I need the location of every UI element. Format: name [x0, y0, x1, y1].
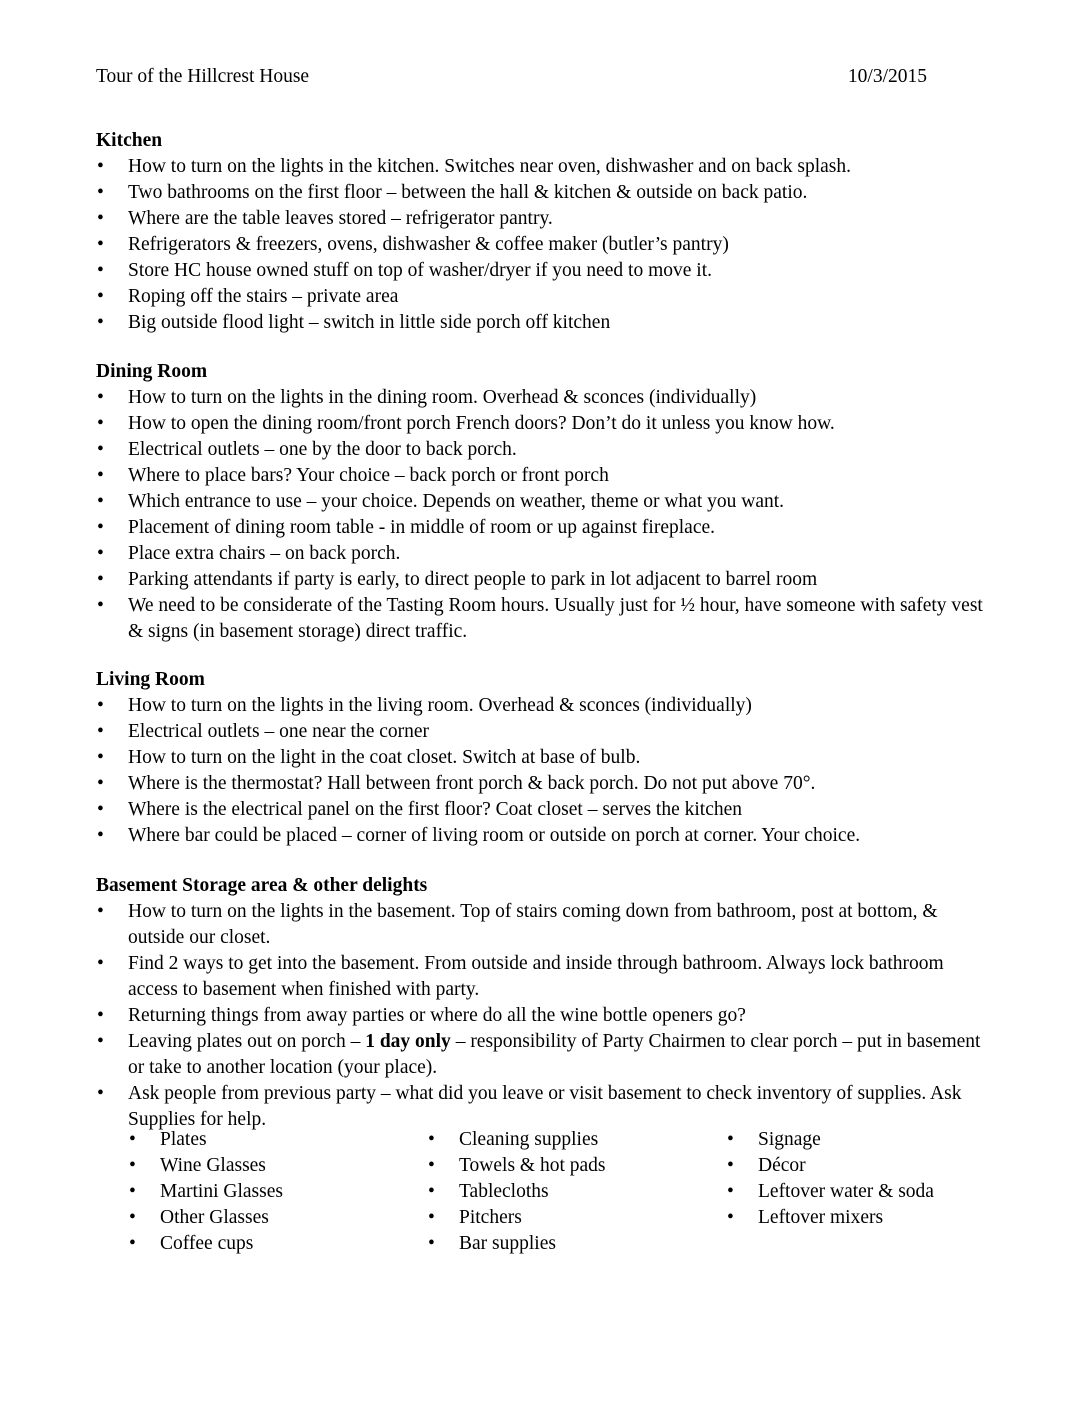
bullet-icon: • — [97, 491, 104, 512]
living-room-heading: Living Room — [96, 669, 205, 690]
list-item: • Where are the table leaves stored – refrigerator pantry. — [96, 206, 996, 232]
document-title: Tour of the Hillcrest House — [96, 66, 310, 87]
bullet-icon: • — [97, 208, 104, 229]
list-item: • Cleaning supplies — [427, 1127, 606, 1153]
basement-heading: Basement Storage area & other delights — [96, 875, 428, 896]
bullet-icon: • — [97, 465, 104, 486]
bullet-icon: • — [97, 1005, 104, 1026]
bullet-icon: • — [97, 413, 104, 434]
list-item: • Leftover water & soda — [726, 1179, 934, 1205]
bullet-icon: • — [97, 953, 104, 974]
supplies-column-3 — [726, 1127, 934, 1231]
bullet-icon: • — [97, 747, 104, 768]
list-item: • Signage — [726, 1127, 934, 1153]
dining-room-heading: Dining Room — [96, 361, 208, 382]
list-item: • Wine Glasses — [128, 1153, 283, 1179]
list-item: • Placement of dining room table - in middle of room or up against fireplace. — [96, 515, 996, 541]
bullet-icon: • — [428, 1207, 435, 1228]
bullet-icon: • — [727, 1129, 734, 1150]
bullet-icon: • — [129, 1129, 136, 1150]
list-item: • Big outside flood light – switch in little side porch off kitchen — [96, 310, 996, 336]
bullet-icon: • — [428, 1181, 435, 1202]
list-item: • Refrigerators & freezers, ovens, dishwasher & coffee maker (butler’s pantry) — [96, 232, 996, 258]
bullet-icon: • — [428, 1129, 435, 1150]
bullet-icon: • — [97, 439, 104, 460]
bullet-icon: • — [97, 721, 104, 742]
dining-room-section — [96, 359, 996, 645]
bullet-icon: • — [97, 312, 104, 333]
bullet-icon: • — [97, 234, 104, 255]
bullet-icon: • — [97, 1031, 104, 1052]
kitchen-heading: Kitchen — [96, 130, 163, 151]
list-item: • Tablecloths — [427, 1179, 606, 1205]
bullet-icon: • — [129, 1207, 136, 1228]
list-item: • Leaving plates out on porch – 1 day only – responsibility of Party Chairmen to clear porch – put in basement or take to another location (your place). — [97, 1031, 981, 1078]
bullet-icon: • — [97, 387, 104, 408]
list-item: • Roping off the stairs – private area — [96, 284, 996, 310]
list-item: • How to turn on the lights in the kitchen. Switches near oven, dishwasher and on back splash. — [96, 154, 996, 180]
living-room-section — [96, 667, 996, 849]
bullet-icon: • — [97, 825, 104, 846]
bullet-icon: • — [97, 799, 104, 820]
list-item: • Where is the thermostat? Hall between front porch & back porch. Do not put above 70°. — [96, 771, 996, 797]
list-item: • We need to be considerate of the Tasting Room hours. Usually just for ½ hour, have someone with safety vest & signs (in basement storage) direct traffic. — [97, 595, 983, 642]
bullet-icon: • — [727, 1155, 734, 1176]
list-item: • Returning things from away parties or where do all the wine bottle openers go? — [96, 1003, 996, 1029]
list-item: • Plates — [128, 1127, 283, 1153]
bullet-icon: • — [97, 260, 104, 281]
bullet-icon: • — [428, 1233, 435, 1254]
list-item: • Towels & hot pads — [427, 1153, 606, 1179]
bullet-icon: • — [97, 156, 104, 177]
list-item: • Electrical outlets – one by the door to back porch. — [96, 437, 996, 463]
list-item: • Two bathrooms on the first floor – between the hall & kitchen & outside on back patio. — [96, 180, 996, 206]
bullet-icon: • — [97, 569, 104, 590]
basement-section — [96, 873, 996, 1133]
bullet-icon: • — [97, 1083, 104, 1104]
dining-room-list — [96, 385, 996, 645]
list-item: • Coffee cups — [128, 1231, 283, 1257]
list-item: • Store HC house owned stuff on top of washer/dryer if you need to move it. — [96, 258, 996, 284]
list-item: • How to turn on the lights in the basement. Top of stairs coming down from bathroom, post at bottom, & outside our closet. — [97, 901, 938, 948]
bullet-icon: • — [129, 1155, 136, 1176]
list-item: • Décor — [726, 1153, 934, 1179]
list-item: • How to open the dining room/front porch French doors? Don’t do it unless you know how. — [96, 411, 996, 437]
list-item: • How to turn on the lights in the living room. Overhead & sconces (individually) — [96, 693, 996, 719]
list-item: • Find 2 ways to get into the basement. From outside and inside through bathroom. Always lock bathroom access to basement when finished with party. — [97, 953, 944, 1000]
bullet-icon: • — [97, 901, 104, 922]
supplies-column-1 — [128, 1127, 283, 1257]
list-item: • Bar supplies — [427, 1231, 606, 1257]
list-item: • Parking attendants if party is early, to direct people to park in lot adjacent to barrel room — [96, 567, 996, 593]
bullet-icon: • — [97, 182, 104, 203]
list-item: • How to turn on the lights in the dining room. Overhead & sconces (individually) — [96, 385, 996, 411]
bullet-icon: • — [129, 1181, 136, 1202]
list-item: • Place extra chairs – on back porch. — [96, 541, 996, 567]
bullet-icon: • — [97, 517, 104, 538]
list-item: • Where bar could be placed – corner of living room or outside on porch at corner. Your choice. — [96, 823, 996, 849]
document-date: 10/3/2015 — [847, 66, 927, 87]
list-item: • Other Glasses — [128, 1205, 283, 1231]
bullet-icon: • — [97, 773, 104, 794]
bullet-icon: • — [727, 1207, 734, 1228]
list-item: • Leftover mixers — [726, 1205, 934, 1231]
list-item: • Electrical outlets – one near the corner — [96, 719, 996, 745]
bullet-icon: • — [428, 1155, 435, 1176]
bullet-icon: • — [97, 595, 104, 616]
bullet-icon: • — [97, 543, 104, 564]
bullet-icon: • — [97, 286, 104, 307]
list-item: • Where to place bars? Your choice – back porch or front porch — [96, 463, 996, 489]
kitchen-list — [96, 154, 996, 336]
bullet-icon: • — [727, 1181, 734, 1202]
list-item: • How to turn on the light in the coat closet. Switch at base of bulb. — [96, 745, 996, 771]
list-item: • Where is the electrical panel on the first floor? Coat closet – serves the kitchen — [96, 797, 996, 823]
bullet-icon: • — [129, 1233, 136, 1254]
living-room-list — [96, 693, 996, 849]
kitchen-section — [96, 128, 996, 336]
page-header — [96, 64, 927, 90]
basement-list — [96, 899, 996, 1133]
list-item: • Pitchers — [427, 1205, 606, 1231]
bullet-icon: • — [97, 695, 104, 716]
list-item: • Martini Glasses — [128, 1179, 283, 1205]
supplies-column-2 — [427, 1127, 606, 1257]
list-item: • Ask people from previous party – what did you leave or visit basement to check inventory of supplies. Ask Supplies for help. — [97, 1083, 962, 1130]
list-item: • Which entrance to use – your choice. Depends on weather, theme or what you want. — [96, 489, 996, 515]
emphasis-text: 1 day only — [365, 1031, 451, 1052]
